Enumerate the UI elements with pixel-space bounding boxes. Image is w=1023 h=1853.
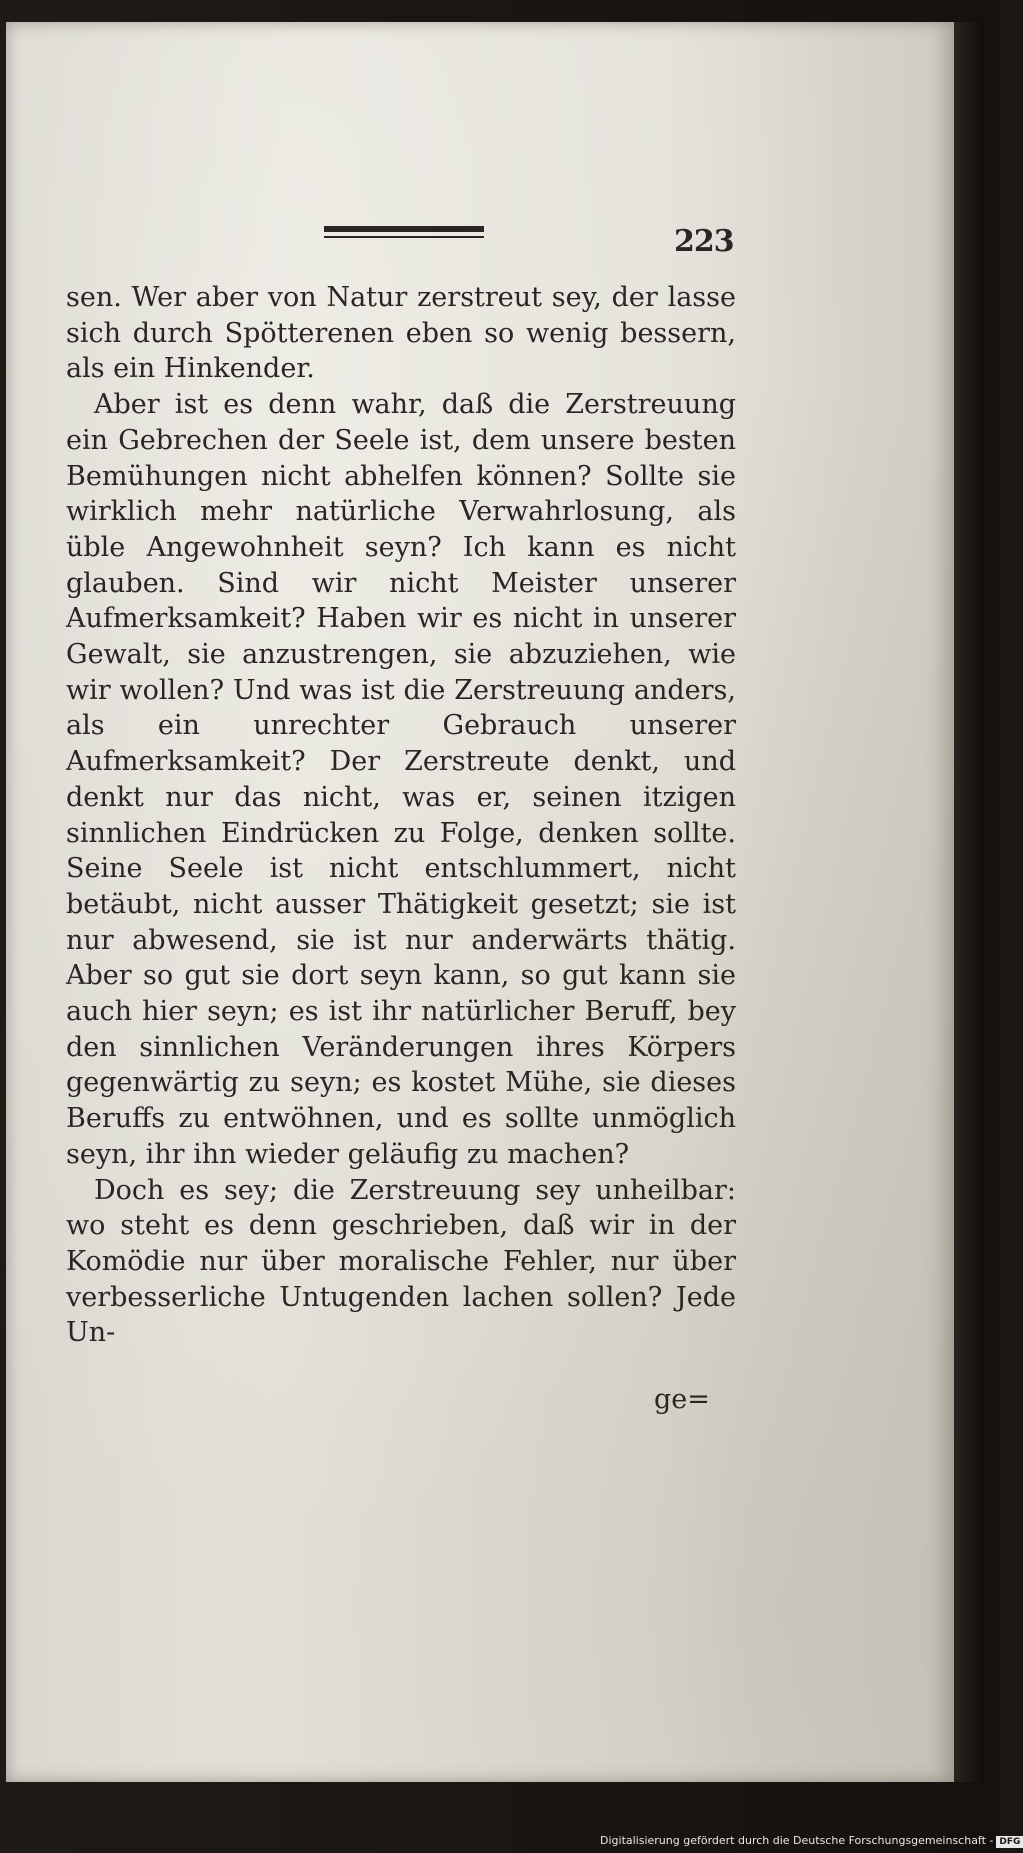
page-shadow-edge [954, 22, 984, 1782]
catchword: ge= [654, 1384, 710, 1415]
credit-text: Digitalisierung gefördert durch die Deutsche Forschungsgemeinschaft - [600, 1834, 994, 1847]
page-number: 223 [674, 224, 734, 259]
paragraph-3: Doch es sey; die Zerstreuung sey unheilbar: wo steht es denn geschrieben, daß wir in der Komödie nur über moralische Fehler, nur über verbesserliche Untugenden lachen sollen? Jede Un- [66, 1174, 736, 1349]
book-page [6, 22, 954, 1782]
paragraph-2: Aber ist es denn wahr, daß die Zerstreuung ein Gebrechen der Seele ist, dem unsere besten Bemühungen nicht abhelfen können? Sollte sie wirklich mehr natürliche Verwahrlosung, als üble Angewohnheit seyn? Ich kann es nicht glauben. Sind wir nicht Meister unserer Aufmerksamkeit? Haben wir es nicht in unserer Gewalt, sie anzustrengen, sie abzuziehen, wie wir wollen? Und was ist die Zerstreuung anders, als ein unrechter Gebrauch unserer Aufmerksamkeit? Der Zerstreute denkt, und denkt nur das nicht, was er, seinen itzigen sinnlichen Eindrücken zu Folge, denken sollte. Seine Seele ist nicht entschlummert, nicht betäubt, nicht ausser Thätigkeit gesetzt; sie ist nur abwesend, sie ist nur anderwärts thätig. Aber so gut sie dort seyn kann, so gut kann sie auch hier seyn; es ist ihr natürlicher Beruff, bey den sinnlichen Veränderungen ihres Körpers gegenwärtig zu seyn; es kostet Mühe, sie dieses Beruffs zu entwöhnen, und es sollte unmöglich seyn, ihr ihn wieder geläufig zu machen? [66, 389, 736, 1170]
digitization-credit [600, 1834, 1021, 1850]
paragraph-1: sen. Wer aber von Natur zerstreut sey, der lasse sich durch Spötterenen eben so wenig bessern, als ein Hinkender. [66, 282, 736, 385]
header-rule [324, 226, 484, 238]
dfg-logo: DFG [996, 1836, 1023, 1848]
body-text [66, 280, 736, 1440]
